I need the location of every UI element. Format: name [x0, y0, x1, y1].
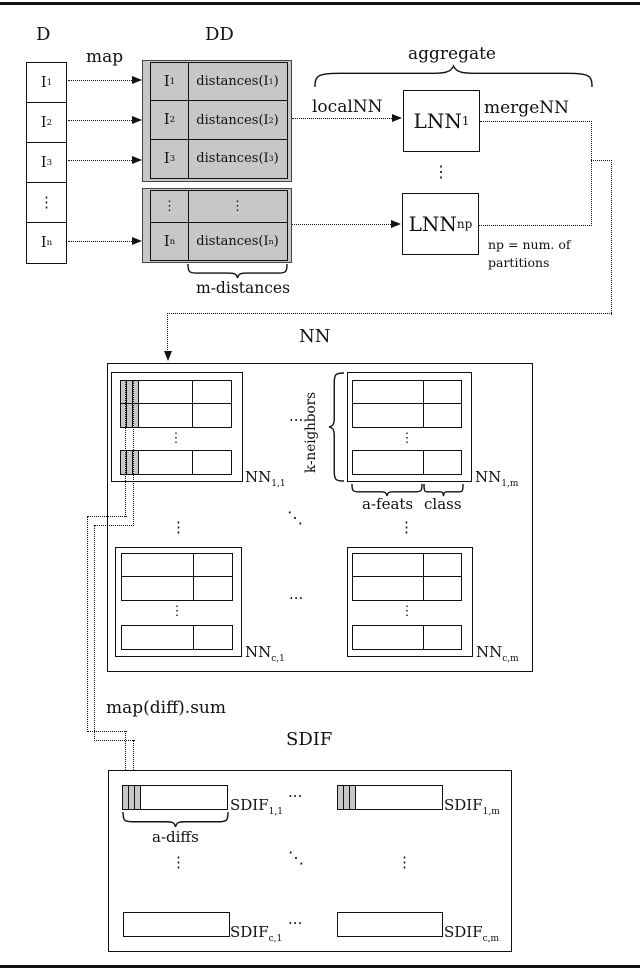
nn-row: [121, 553, 233, 578]
nn-row-dots: ⋮: [169, 431, 183, 446]
class-label: class: [424, 495, 462, 513]
nn-row: [120, 450, 232, 475]
d-column: [26, 62, 67, 264]
sdif-bar: [337, 912, 443, 937]
nn-row: [121, 576, 233, 601]
mergenn-line: [591, 160, 612, 161]
sdif-title: SDIF: [286, 729, 333, 750]
dd-row: [150, 100, 288, 140]
mergenn-line: [611, 160, 612, 315]
k-neighbors-brace: [329, 373, 344, 481]
map-arrowhead: [132, 237, 142, 245]
nn-col-dots: ⋮: [171, 518, 186, 536]
aggregate-brace: [315, 66, 592, 87]
nn-title: NN: [299, 326, 331, 347]
dd-dist-cell: distances(I n ): [188, 222, 288, 261]
localnn-arrowhead: [392, 114, 402, 122]
nn11-label: $NN_{1,1}$: [245, 468, 286, 489]
map-arrow-line: [68, 160, 132, 161]
nn-row: [120, 403, 232, 428]
sdif-bar: [123, 912, 230, 937]
nnc1-label: $NN_{c,1}$: [245, 643, 285, 664]
diff-line-b: [94, 525, 95, 741]
dd-row: [150, 62, 288, 102]
d-cell: I 2: [27, 103, 66, 143]
sdifc1-label: $SDIF_{c,1}$: [230, 923, 283, 944]
sdif-bottom-ellipsis: ...: [288, 910, 303, 928]
nncm-label: $NN_{c,m}$: [476, 643, 519, 664]
diff-line-b: [133, 740, 134, 774]
nn-row: [352, 625, 462, 650]
sdif-top-ellipsis: ...: [288, 783, 303, 801]
a-diffs-label: a-diffs: [152, 828, 199, 846]
sdif-col-dots: ⋮: [397, 853, 412, 871]
a-diffs-brace: [123, 812, 228, 827]
a-feats-label: a-feats: [362, 495, 414, 513]
localnn-arrowhead: [391, 220, 401, 228]
diff-strips: [123, 786, 141, 809]
nn-row: [120, 380, 232, 405]
nn-entry-arrowhead: [164, 351, 172, 361]
nn-bottom-ellipsis: ...: [289, 585, 304, 603]
map-arrow-line: [68, 241, 132, 242]
diff-line-a: [87, 516, 88, 732]
localnn-label: localNN: [312, 97, 383, 117]
d-title: D: [36, 24, 51, 45]
nn-row-dots: ⋮: [170, 604, 184, 619]
mergenn-line: [167, 313, 612, 314]
dd-id-cell: I 3: [150, 139, 189, 179]
feature-strips: [121, 381, 139, 404]
d-cell: I n: [40, 235, 53, 251]
map-arrow-line: [68, 120, 132, 121]
sdif-bar: [122, 785, 228, 810]
diff-strips: [338, 786, 356, 809]
map-diff-sum-label: map(diff).sum: [106, 698, 226, 718]
d-cell: I 1: [27, 63, 66, 103]
nn-diag-dots: ⋱: [287, 508, 303, 527]
nn-col-dots: ⋮: [399, 518, 414, 536]
nn-row: [352, 576, 462, 601]
mergenn-label: mergeNN: [484, 98, 569, 118]
dd-id-cell: I 2: [150, 100, 189, 140]
mergenn-line: [167, 313, 168, 352]
dd-dist-cell: distances(I 3 ): [188, 139, 288, 179]
map-arrowhead: [132, 156, 142, 164]
bottom-rule: [0, 965, 640, 968]
sdif-diag-dots: ⋱: [288, 848, 304, 867]
feature-strips: [121, 451, 139, 474]
map-arrowhead: [132, 76, 142, 84]
np-note-line1: np = num. of: [488, 237, 571, 252]
diff-line-b: [95, 525, 134, 526]
dd-id-cell: I 1: [150, 62, 189, 102]
map-arrow-line: [68, 80, 132, 81]
dd-dist-cell: ⋮: [188, 190, 288, 224]
lnn1-box: LNN 1: [403, 90, 480, 152]
lnnnp-box: LNN np: [402, 193, 479, 255]
map-arrowhead: [132, 116, 142, 124]
sdif-bar: [337, 785, 443, 810]
nn-row: [352, 450, 462, 475]
diff-line-a: [125, 380, 126, 517]
nn-row-dots: ⋮: [400, 431, 414, 446]
sdifcm-label: $SDIF_{c,m}$: [444, 923, 500, 944]
localnn-arrow-line: [292, 118, 392, 119]
m-distances-brace: [188, 264, 287, 278]
mergenn-line: [480, 121, 592, 122]
top-rule: [0, 2, 640, 5]
diff-line-a: [125, 731, 126, 774]
dd-dots-row: [150, 190, 288, 224]
dd-id-cell: I n: [150, 222, 189, 261]
k-neighbors-label: k-neighbors: [303, 392, 319, 473]
nn-row: [352, 403, 462, 428]
sdif-col-dots: ⋮: [171, 853, 186, 871]
d-cell: I 3: [27, 143, 66, 183]
nn-top-ellipsis: ...: [289, 407, 304, 425]
mergenn-line: [591, 121, 592, 226]
m-distances-label: m-distances: [196, 279, 291, 297]
nn-row-dots: ⋮: [400, 604, 414, 619]
mergenn-line: [479, 225, 592, 226]
np-note-line2: partitions: [488, 255, 550, 270]
diff-line-b: [94, 740, 135, 741]
map-label: map: [86, 47, 124, 67]
localnn-arrow-line: [292, 224, 391, 225]
nn1m-label: $NN_{1,m}$: [475, 468, 519, 489]
diff-line-a: [88, 516, 127, 517]
dd-row: [150, 222, 288, 261]
lnn-dots: ⋮: [433, 162, 449, 181]
nn-row: [352, 380, 462, 405]
sdif11-label: $SDIF_{1,1}$: [230, 796, 283, 817]
dd-id-cell: ⋮: [150, 190, 189, 224]
feature-strips: [121, 404, 139, 427]
diff-line-a: [87, 731, 127, 732]
dd-row: [150, 139, 288, 179]
d-cell-dots: ⋮: [27, 183, 66, 223]
dd-title: DD: [205, 24, 234, 45]
dd-dist-cell: distances(I 2 ): [188, 100, 288, 140]
nn-row: [352, 553, 462, 578]
dd-dist-cell: distances(I 1 ): [188, 62, 288, 102]
sdif1m-label: $SDIF_{1,m}$: [444, 796, 500, 817]
diff-line-b: [133, 380, 134, 526]
dd-block-bottom: [142, 188, 292, 263]
aggregate-label: aggregate: [408, 44, 496, 64]
nn-row: [121, 625, 233, 650]
dd-block-top: [142, 60, 292, 182]
